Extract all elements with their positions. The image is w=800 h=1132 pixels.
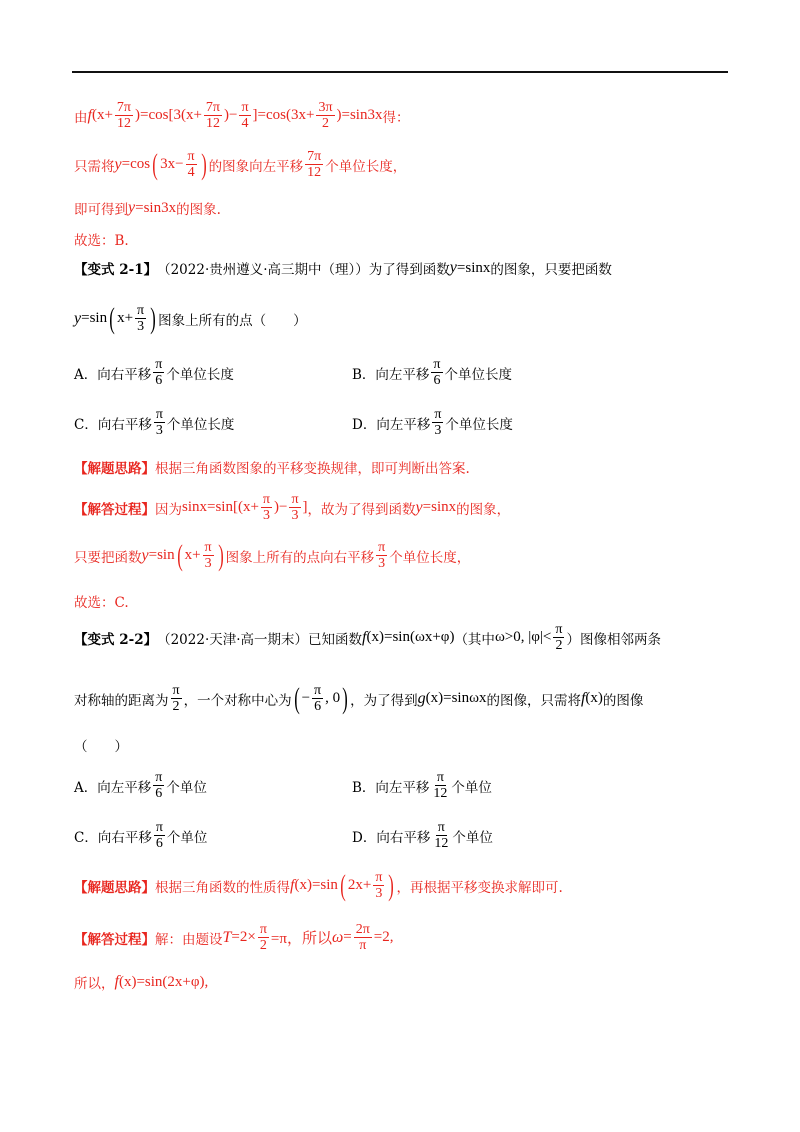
solution-line-1 [74,100,409,131]
text: 的图象，只要把函数 [490,262,612,278]
math-f: f [290,876,295,894]
option-b-2: B．向左平移 $\frac{\pi}{12}$ 个单位 [352,770,492,801]
section-label: 【解题思路】 [74,461,155,477]
math-f: f [87,106,92,124]
solution-process-2-line-1: 【解答过程】 解：由题设 T =2× $\frac{\pi}{2}$ =π，所以 ω = $\frac{2\pi}{\pi}$ =2, [74,922,394,953]
math: = [343,929,352,945]
text: 的图象向左平移 [208,158,304,175]
math: (x)=sin [294,877,338,893]
math-f: f [580,689,586,707]
math: =2, [373,929,394,945]
text: 的图象. [176,202,221,218]
text: 由 [74,109,88,126]
option-a-2: A．向左平移 $\frac{\pi}{6}$ 个单位 [74,770,207,801]
text: ）图像相邻两条 [566,631,661,648]
fraction: $\frac{7\pi}{12}$ [205,100,220,131]
fraction: $\frac{7\pi}{12}$ [307,149,322,180]
option-a-1: A．向右平移 $\frac{\pi}{6}$ 个单位长度 [74,357,234,388]
text: 因为 [155,501,182,518]
text: 图象上所有的点（ ） [158,312,307,329]
text: 的图像，只需将 [486,692,581,709]
paren-left: ( [109,301,115,335]
math-y: y [449,259,457,276]
text: 只要把函数 [74,549,142,566]
variant-2-2-line-2: 对称轴的距离为 $\frac{\pi}{2}$ ，一个对称中心为 ( − $\frac{\pi}{6}$ , 0 ) ，为了得到 g (x)=sinωx 的图像，只需将 f (x) 的图像 [74,681,644,715]
option-b-1: B．向左平移 $\frac{\pi}{6}$ 个单位长度 [352,357,512,388]
math-y: y [128,199,136,216]
math: ] [302,499,308,515]
math: =π，所以 [270,931,332,947]
math: (x+ [91,107,113,123]
math-y: y [74,309,82,327]
variant-label: 【变式 2-2】 [74,631,158,648]
answer-line-2 [74,591,129,611]
option-c-2: C．向右平移 $\frac{\pi}{6}$ 个单位 [74,820,208,851]
text: （ ） [74,739,128,755]
math: x+ [117,310,134,326]
text: 故选：C. [74,595,129,611]
variant-2-1-line-1 [74,258,612,278]
text: 对称轴的距离为 [74,692,169,709]
math: =sinx [456,259,491,276]
math: )− [274,499,288,515]
variant-2-2-line-1: 【变式 2-2】 （2022·天津·高一期末）已知函数 f (x)=sin(ωx+φ) （其中 ω>0, |φ|< $\frac{\pi}{2}$ ）图像相邻两条 [74,622,661,653]
math: =2× [231,929,256,945]
solution-process-1-line-1: 【解答过程】 因为 sinx=sin[(x+ $\frac{\pi}{3}$ )− $\frac{\pi}{3}$ ] ，故为了得到函数 y =sinx 的图象， [74,492,511,523]
math: sinx=sin[(x+ [182,499,259,515]
math-T: T [222,928,232,946]
text: 根据三角函数的性质得 [155,879,290,896]
paren-left: ( [152,147,158,181]
math: )=cos[3(x+ [135,107,202,123]
math: =sin [148,547,175,563]
text: 的图像 [602,692,644,709]
text: 根据三角函数图象的平移变换规律，即可判断出答案. [155,461,470,477]
math-omega: ω [331,928,344,946]
text: 得： [382,109,410,126]
math-y: y [114,155,122,173]
text: 个单位长度， [325,158,407,175]
solution-line-2 [74,149,406,180]
math-f: f [114,973,119,990]
section-label: 【解答过程】 [74,931,155,948]
math: (x) [585,690,603,706]
text: 图象上所有的点向右平移 [225,549,375,566]
math-y: y [141,546,149,564]
option-d-2: D．向右平移 $\frac{\pi}{12}$ 个单位 [352,820,493,851]
paren-right: ) [150,301,156,335]
fraction: $\frac{3\pi}{2}$ [318,100,333,131]
math: )− [223,107,238,123]
variant-2-1-line-2 [74,303,307,334]
solution-line-3 [74,198,221,218]
text: ，再根据平移变换求解即可. [396,879,563,896]
variant-label: 【变式 2-1】 [74,262,158,278]
text: 故选：B. [74,233,129,249]
paren-right: ) [200,147,207,181]
text: 的图象， [456,501,511,518]
fraction: $\frac{7\pi}{12}$ [116,100,131,131]
solution-idea-1 [74,457,470,477]
option-d-1: D．向左平移 $\frac{\pi}{3}$ 个单位长度 [352,407,513,438]
fraction: $\frac{\pi}{4}$ [241,100,249,131]
section-label: 【解答过程】 [74,501,155,518]
fraction: $\frac{\pi}{4}$ [187,149,195,180]
math: (x)=sin(2x+φ), [118,973,209,990]
math: ω>0, |φ|< [494,629,552,645]
text: 个单位长度， [389,549,471,566]
text: （2022·贵州遵义·高三期中（理））为了得到函数 [157,262,450,278]
math: , 0 [325,690,341,706]
text: （2022·天津·高一期末）已知函数 [157,631,363,648]
text: （其中 [454,631,495,648]
math: (x)=sinωx [425,690,487,706]
section-label: 【解题思路】 [74,879,155,896]
text: 即可得到 [74,202,128,218]
math: (x)=sin(ωx+φ) [366,629,455,645]
solution-process-2-line-2 [74,972,208,992]
math-y: y [415,498,423,516]
text: 所以， [74,976,115,992]
text: ，为了得到 [350,692,418,709]
math: =sin [81,310,108,326]
text: ，一个对称中心为 [183,692,292,709]
math: =cos [121,156,151,172]
answer-line-1 [74,229,129,249]
text: 解：由题设 [155,931,223,948]
text: ，故为了得到函数 [307,501,416,518]
text: 只需将 [74,158,115,175]
math: − [301,690,311,706]
solution-idea-2: 【解题思路】 根据三角函数的性质得 f (x)=sin ( 2x+ $\frac{\pi}{3}$ ) ，再根据平移变换求解即可. [74,868,563,902]
solution-process-1-line-2: 只要把函数 y =sin ( x+ $\frac{\pi}{3}$ ) 图象上所有的点向右平移 $\frac{\pi}{3}$ 个单位长度， [74,538,471,572]
math: ]=cos(3x+ [252,107,315,123]
math-f: f [362,628,367,646]
math-g: g [417,689,426,707]
variant-2-2-line-3 [74,735,128,755]
math: 2x+ [347,877,372,893]
option-c-1: C．向右平移 $\frac{\pi}{3}$ 个单位长度 [74,407,235,438]
math: )=sin3x [336,107,383,123]
math: x+ [184,547,201,563]
header-rule [72,71,728,73]
math: 3x− [160,156,184,172]
math: =sinx [422,499,457,515]
fraction: $\frac{\pi}{3}$ [137,303,145,334]
math: =sin3x [135,199,177,216]
